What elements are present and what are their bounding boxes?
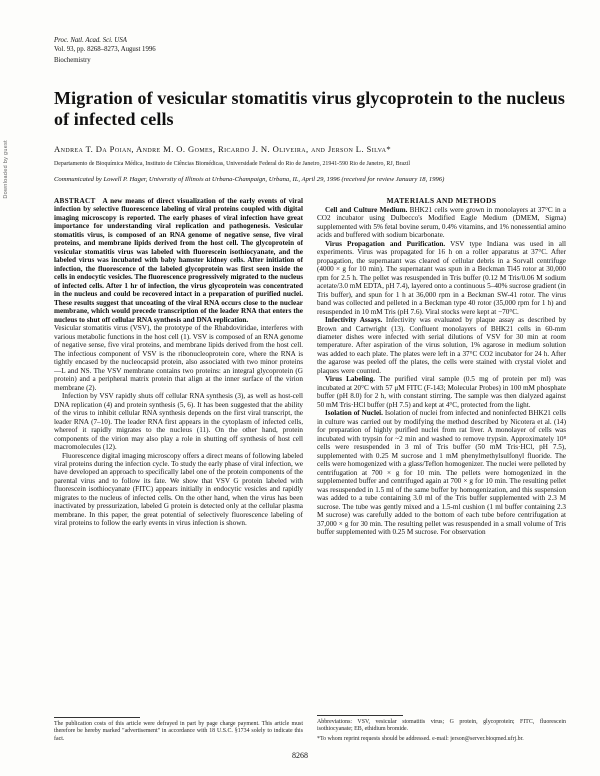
page-number: 8268 [292, 751, 308, 760]
abstract-label: ABSTRACT [54, 196, 96, 205]
footnote-row [54, 715, 566, 745]
method-section [317, 409, 566, 536]
affiliation: Departamento de Bioquímica Médica, Instituto de Ciências Biomédicas, Universidade Federal do Rio de Janeiro, 21941-590 Rio de Janeiro, RJ, Brazil [54, 160, 410, 167]
method-section-heading: Cell and Culture Medium. [325, 205, 408, 214]
footnote-rule [54, 717, 140, 718]
right-column [317, 197, 566, 537]
volume-info: Vol. 93, pp. 8268–8273, August 1996 [54, 46, 156, 54]
method-section [317, 375, 566, 409]
authors-line: Andrea T. Da Poian, Andre M. O. Gomes, Ricardo J. N. Oliveira, and Jerson L. Silva* [54, 143, 392, 154]
method-section-text: Infectivity was evaluated by plaque assay as described by Brown and Cartwright (13). Confluent monolayers of BHK21 cells in 60-mm diameter dishes were infected with serial dilutions of VSV for 30 min at room temperature. After aspiration of the virus solution, 1% agarose in medium solution was added to each plate. The plates were left in a 37°C CO2 incubator for 24 h. After the agarose was peeled off the plates, the cells were stained with crystal violet and plaques were counted. [317, 316, 566, 375]
method-section-heading: Virus Propagation and Purification. [325, 239, 446, 248]
intro-paragraph: Fluorescence digital imaging microscopy offers a direct means of following labeled viral proteins during the infection cycle. To study the early phase of viral infection, we have developed an approach to specifically label one of the protein components of the parental virus and to follow its fate. We show that VSV G protein labeled with fluorescein isothiocyanate (FITC) appears initially in endocytic vesicles and rapidly migrates to the nucleus of infected cells. On the other hand, when the virus has been inactivated by pressurization, labeled G protein is detected only at the cellular plasma membrane. In this paper, the great potential of selectively fluorescence labeling of viral proteins to follow the early events in virus infection is shown. [54, 451, 303, 528]
footnote-abbreviations: Abbreviations: VSV, vesicular stomatitis virus; G protein, glycoprotein; FITC, fluorescein isothiocyanate; EB, ethidium bromide. [317, 718, 566, 733]
left-column [54, 197, 303, 537]
section-label: Biochemistry [54, 57, 91, 65]
method-section-text: The purified viral sample (0.5 mg of protein per ml) was incubated at 20°C with 57 μM FITC (F-143; Molecular Probes) in 100 mM phosphate buffer (pH 8.0) for 2 h, with constant stirring. The sample was then dialyzed against 50 mM Tris·HCl buffer (pH 7.5) and kept at 4°C, protected from the light. [317, 375, 566, 409]
download-sidebar-text: Downloaded by guest [3, 140, 9, 199]
footnote-publication: The publication costs of this article were defrayed in part by page charge payment. This article must therefore be hereby marked "advertisement" in accordance with 18 U.S.C. §1734 solely to indicate this fact. [54, 720, 303, 742]
journal-name: Proc. Natl. Acad. Sci. USA [54, 37, 127, 44]
methods-heading: MATERIALS AND METHODS [386, 196, 497, 205]
method-section-text: Isolation of nuclei from infected and noninfected BHK21 cells in culture was carried out by modifying the method described by Nicotera et al. (14) for preparation of highly purified nuclei from rat liver. A monolayer of cells was incubated with trypsin for ~2 min and washed to remove trypsin. Approximately 10⁸ cells were resuspended in 3 ml of Tris buffer (50 mM Tris·HCl, pH 7.5), supplemented with 0.25 M sucrose and 1 mM phenylmethylsulfonyl fluoride. The cells were homogenized with a glass/Teflon homogenizer. The nuclei were pelleted by centrifugation at 700 × g for 10 min. The pellets were homogenized in the supplemented buffer and centrifuged again at 700 × g for 10 min. The resulting pellet was resuspended in 1.5 ml of the same buffer by homogenization, and this suspension was added to a tube containing 3.0 ml of the Tris buffer supplemented with 2.3 M sucrose. The tube was gently mixed and a 1.5-ml cushion (1 ml buffer containing 2.3 M sucrose) was carefully added to the bottom of each tube before centrifugation at 37,000 × g for 30 min. The resulting pellet was resuspended in a small volume of Tris buffer supplemented with 0.25 M sucrose. For observation [317, 409, 566, 537]
abstract-paragraph [54, 197, 303, 324]
communicated-line: Communicated by Lowell P. Hager, University of Illinois at Urbana-Champaign, Urbana, IL, April 29, 1996 (received for review January 18, 1996) [54, 175, 445, 183]
main-content [54, 197, 566, 745]
footnote-rule [317, 715, 403, 716]
method-section-text: VSV type Indiana was used in all experiments. Virus was propagated for 16 h on a roller apparatus at 37°C. After propagation, the supernatant was cleared of cellular debris in a Sorvall centrifuge (4000 × g for 10 min). The supernatant was spun in a Beckman Ti45 rotor at 30,000 rpm for 2.5 h. The pellet was resuspended in Tris buffer (0.12 M Tris/0.06 M sodium acetate/3.0 mM EDTA, pH 7.4), layered onto a continuous 5–40% sucrose gradient (in Tris buffer), and spun for 1 h at 36,000 rpm in a Beckman SW-41 rotor. The virus band was collected and pelleted in a Beckman type 40 rotor (35,000 rpm for 1 h) and resuspended in 10 mM Tris (pH 7.6). Viral stocks were kept at −70°C. [317, 239, 566, 316]
method-section-text: BHK21 cells were grown in monolayers at 37°C in a CO2 incubator using Dulbecco's Modified Eagle Medium (DMEM, Sigma) supplemented with 5% fetal bovine serum, 0.4% vitamins, and 1% nonessential amino acids and buffered with sodium bicarbonate. [317, 205, 566, 240]
method-section [317, 240, 566, 316]
method-section-heading: Infectivity Assays. [325, 316, 383, 325]
footnote-abbrev-block [317, 715, 566, 745]
method-section-heading: Virus Labeling. [325, 375, 376, 384]
journal-header [54, 36, 566, 66]
footnote-publication-block [54, 717, 303, 745]
method-section-heading: Isolation of Nuclei. [325, 409, 383, 418]
method-section [317, 206, 566, 240]
two-column-body [54, 197, 566, 537]
abstract-text: A new means of direct visualization of the early events of viral infection by selective fluorescence labeling of viral proteins coupled with digital imaging microscopy is reported. The early phases of viral infection have great importance for understanding viral replication and pathogenesis. Vesicular stomatitis virus, is composed of an RNA genome of negative sense, five viral proteins, and membrane lipids derived from the host cell. The glycoprotein of vesicular stomatitis virus was labeled with fluorescein isothiocyanate, and the labeled virus was incubated with baby hamster kidney cells. After initiation of infection, the fluorescence of the labeled glycoprotein was first seen inside the cells in endocytic vesicles. The fluorescence progressively migrated to the nucleus of infected cells. After 1 hr of infection, the virus glycoprotein was concentrated in the nucleus and could be recovered intact in a preparation of purified nuclei. These results suggest that uncoating of the viral RNA occurs close to the nuclear membrane, which would precede transcription of the leader RNA that enters the nucleus to shut off cellular RNA synthesis and DNA replication. [54, 196, 303, 324]
paper-title: Migration of vesicular stomatitis virus glycoprotein to the nucleus of infected cells [54, 87, 565, 129]
intro-paragraph: Infection by VSV rapidly shuts off cellular RNA synthesis (3), as well as host-cell DNA replication (4) and protein synthesis (5, 6). It has been suggested that the ability of the virus to inhibit cellular RNA synthesis depends on the first viral transcript, the leader RNA (7–10). The leader RNA first appears in the cytoplasm of infected cells, whereof it rapidly migrates to the nucleus (11). On the other hand, protein components of the virion may also play a role in shutting off synthesis of host cell macromolecules (12). [54, 392, 303, 452]
method-section [317, 316, 566, 375]
intro-paragraph: Vesicular stomatitis virus (VSV), the prototype of the Rhabdoviridae, interferes with various metabolic functions in the host cell (1). VSV is composed of an RNA genome of negative sense, five viral proteins, and membrane lipids derived from the host cell. The infectious component of VSV is the ribonucleoprotein core, where the RNA is tightly encased by the nucleocapsid protein, also associated with two minor proteins—L and NS. The VSV membrane contains two proteins: an integral glycoprotein (G protein) and a peripheral matrix protein that align at the inner surface of the virion membrane (2). [54, 324, 303, 392]
footnote-reprint: *To whom reprint requests should be addressed. e-mail: jerson@server.bioqmed.ufrj.br. [317, 735, 524, 742]
